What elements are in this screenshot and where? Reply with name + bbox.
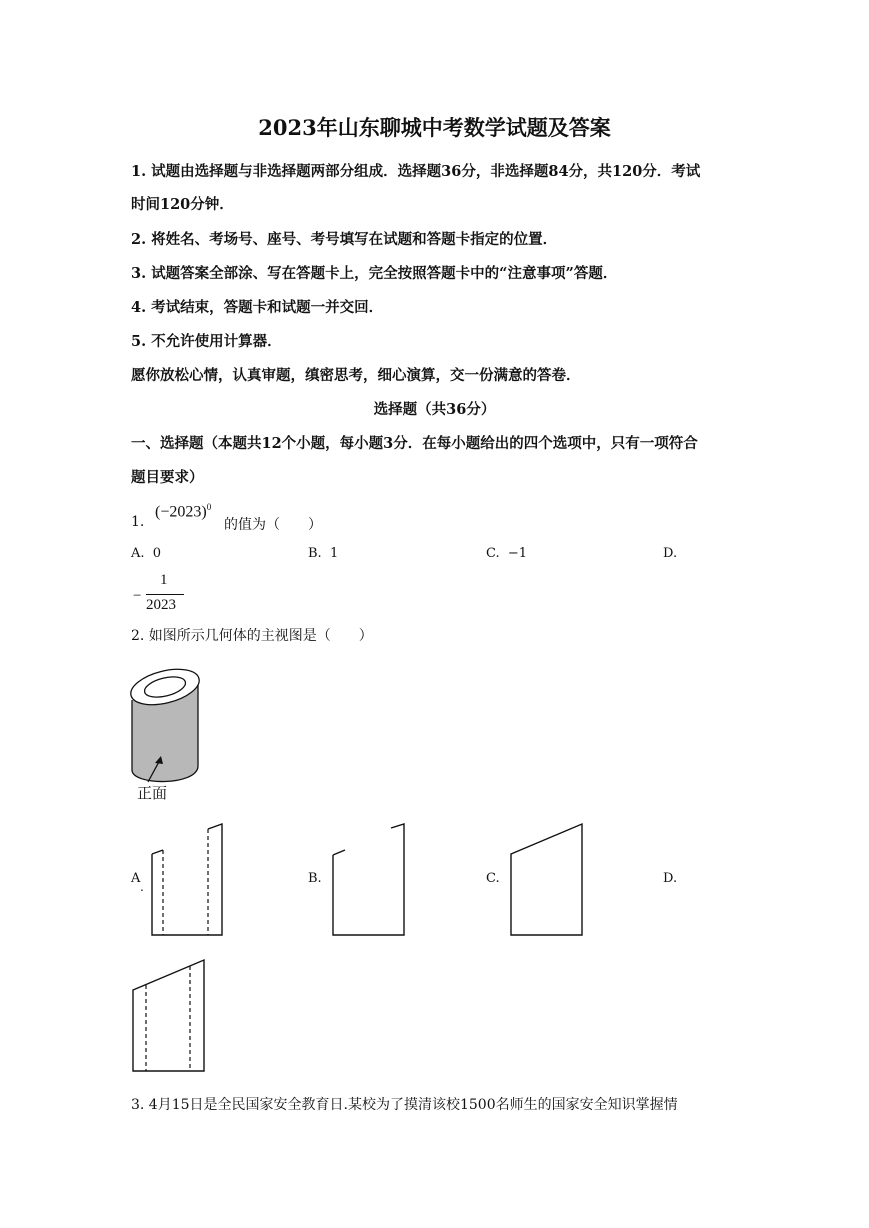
instruction-wish: 愿你放松心情，认真审题，缜密思考，细心演算，交一份满意的答卷．: [131, 367, 581, 384]
q1-option-c: C. −1: [486, 546, 528, 561]
q1-expr-exponent: 0: [206, 502, 212, 512]
q1-option-a: A. 0: [131, 546, 162, 561]
q2-option-a-figure: [150, 822, 226, 938]
q2-option-c-figure: [509, 822, 585, 938]
q2-option-b-label: B.: [308, 871, 322, 886]
q1-d-sign: −: [133, 588, 142, 604]
q1-d-denominator: 2023: [146, 597, 176, 613]
part1-heading-a: 一、选择题（本题共12个小题，每小题3分．在每小题给出的四个选项中，只有一项符合: [131, 435, 698, 452]
q2-front-label: 正面: [137, 784, 168, 802]
instruction-4: 4. 考试结束，答题卡和试题一并交回．: [131, 299, 384, 316]
page-title: 2023年山东聊城中考数学试题及答案: [258, 115, 611, 140]
q1-d-numerator: 1: [160, 572, 168, 588]
instruction-2: 2. 将姓名、考场号、座号、考号填写在试题和答题卡指定的位置．: [131, 231, 558, 248]
q2-stem: 2. 如图所示几何体的主视图是（ ）: [131, 628, 373, 644]
q1-expression: [155, 502, 211, 521]
instruction-5: 5. 不允许使用计算器．: [131, 333, 282, 350]
instruction-3: 3. 试题答案全部涂、写在答题卡上，完全按照答题卡中的“注意事项”答题．: [131, 265, 618, 282]
q1-number: 1.: [131, 514, 145, 530]
q2-option-a-dot: .: [140, 880, 144, 894]
part1-heading-b: 题目要求）: [131, 469, 204, 486]
instruction-1b: 时间120分钟．: [131, 196, 234, 213]
q1-expr-base: (−2023): [155, 503, 207, 521]
q2-option-a-label: A: [131, 871, 141, 886]
q3-stem: 3. 4月15日是全民国家安全教育日.某校为了摸清该校1500名师生的国家安全知识掌握情: [131, 1097, 678, 1113]
section-title: 选择题（共36分）: [373, 401, 496, 418]
q1-option-d: D.: [663, 546, 678, 561]
q2-option-d-label: D.: [663, 871, 678, 886]
q2-option-d-figure: [131, 958, 207, 1074]
q2-option-b-figure: [331, 822, 407, 938]
q1-stem: 的值为（ ）: [224, 517, 322, 533]
instruction-1a: 1. 试题由选择题与非选择题两部分组成．选择题36分，非选择题84分，共120分．考试: [131, 163, 701, 180]
q1-d-fraction-bar: [146, 594, 184, 595]
q1-option-b: B. 1: [308, 546, 339, 561]
q2-option-c-label: C.: [486, 871, 500, 886]
